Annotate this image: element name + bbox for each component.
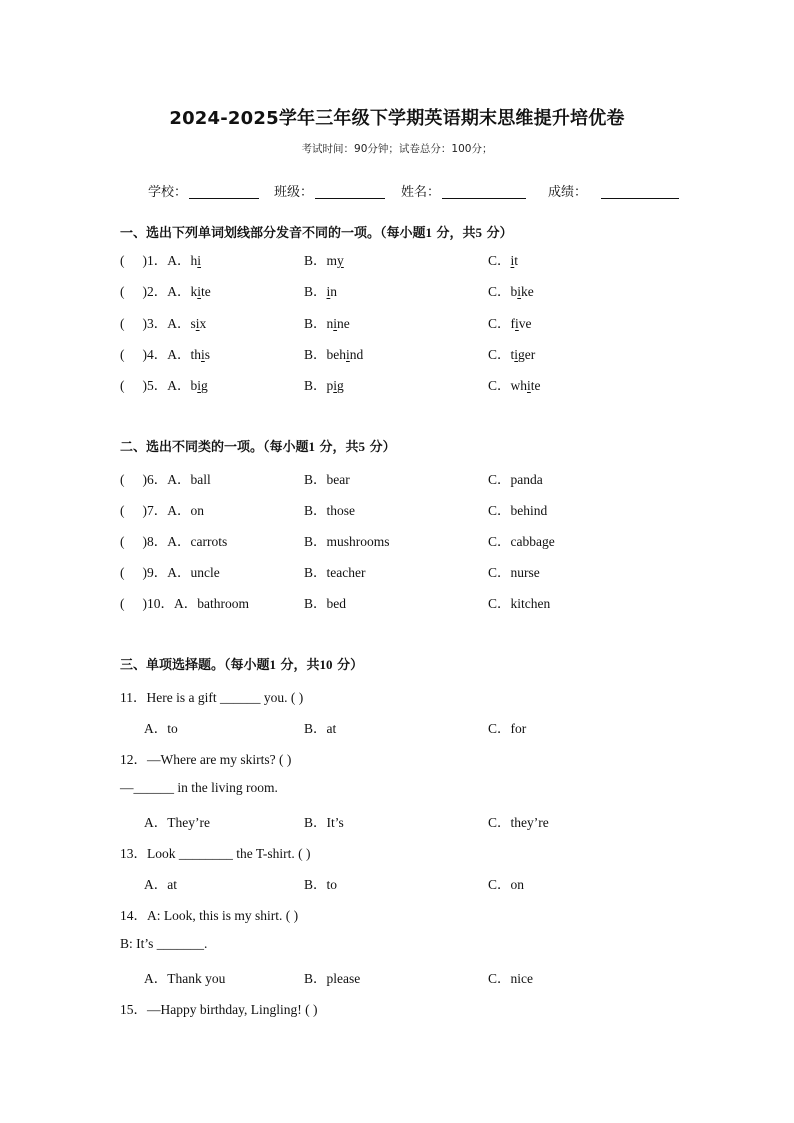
school-label: 学校：: [148, 185, 188, 200]
question-6-option-b: B．bear: [304, 472, 350, 487]
question-14-option-a: A．Thank you: [144, 971, 226, 986]
question-14-line2: B: It’s _______.: [120, 936, 208, 951]
score-label: 成绩：: [548, 185, 588, 200]
question-5: ( )5．A．big: [120, 378, 208, 393]
question-2-option-b: B．in: [304, 284, 338, 299]
question-8-option-b: B．mushrooms: [304, 534, 390, 549]
section-3-title: 三、单项选择题。（每小题1 分，共10 分）: [120, 657, 364, 673]
question-13-stem: 13．Look ________ the T-shirt. ( ): [120, 846, 311, 861]
question-11-option-c: C．for: [488, 721, 527, 736]
question-3: ( )3．A．six: [120, 316, 207, 331]
question-9-option-b: B．teacher: [304, 565, 366, 580]
section-1-title: 一、选出下列单词划线部分发音不同的一项。（每小题1 分，共5 分）: [120, 225, 513, 241]
question-2: ( )2．A．kite: [120, 284, 211, 299]
question-5-option-b: B．pig: [304, 378, 344, 393]
class-blank[interactable]: [315, 184, 385, 199]
score-blank[interactable]: [601, 184, 679, 199]
question-10-option-b: B．bed: [304, 596, 347, 611]
question-15-stem: 15．—Happy birthday, Lingling! ( ): [120, 1002, 318, 1017]
question-12-option-b: B．It’s: [304, 815, 344, 830]
question-14-option-b: B．please: [304, 971, 361, 986]
name-label: 姓名：: [401, 185, 441, 200]
question-1: ( )1．A．hi: [120, 253, 202, 268]
exam-title: 2024-2025学年三年级下学期英语期末思维提升培优卷: [169, 108, 625, 129]
question-10: ( )10．A．bathroom: [120, 596, 249, 611]
question-5-option-c: C．white: [488, 378, 541, 393]
name-field: [401, 181, 526, 200]
question-7-option-b: B．those: [304, 503, 356, 518]
question-4-option-b: B．behind: [304, 347, 364, 362]
question-6: ( )6．A．ball: [120, 472, 211, 487]
question-13-option-b: B．to: [304, 877, 338, 892]
class-field: [274, 181, 385, 200]
question-8-option-c: C．cabbage: [488, 534, 555, 549]
question-7: ( )7．A．on: [120, 503, 204, 518]
score-field: [548, 181, 679, 200]
question-14-stem: 14．A: Look, this is my shirt. ( ): [120, 908, 299, 923]
question-4: ( )4．A．this: [120, 347, 211, 362]
name-blank[interactable]: [442, 184, 526, 199]
question-2-option-c: C．bike: [488, 284, 534, 299]
question-14-option-c: C．nice: [488, 971, 533, 986]
exam-subtitle: 考试时间：90分钟；试卷总分：100分；: [301, 143, 493, 155]
question-11-option-a: A．to: [144, 721, 178, 736]
question-12-line2: —______ in the living room.: [120, 780, 278, 795]
question-7-option-c: C．behind: [488, 503, 548, 518]
question-12-option-a: A．They’re: [144, 815, 210, 830]
question-11-stem: 11．Here is a gift ______ you. ( ): [120, 690, 304, 705]
question-8: ( )8．A．carrots: [120, 534, 228, 549]
question-3-option-c: C．five: [488, 316, 532, 331]
question-13-option-a: A．at: [144, 877, 177, 892]
question-9: ( )9．A．uncle: [120, 565, 220, 580]
question-12-stem: 12．—Where are my skirts? ( ): [120, 752, 292, 767]
question-1-option-b: B．my: [304, 253, 344, 268]
school-blank[interactable]: [189, 184, 259, 199]
question-11-option-b: B．at: [304, 721, 337, 736]
question-12-option-c: C．they’re: [488, 815, 549, 830]
question-9-option-c: C．nurse: [488, 565, 540, 580]
section-2-title: 二、选出不同类的一项。（每小题1 分，共5 分）: [120, 439, 396, 455]
question-13-option-c: C．on: [488, 877, 525, 892]
school-field: [148, 181, 259, 200]
question-4-option-c: C．tiger: [488, 347, 536, 362]
question-1-option-c: C．it: [488, 253, 519, 268]
question-10-option-c: C．kitchen: [488, 596, 551, 611]
question-6-option-c: C．panda: [488, 472, 543, 487]
question-3-option-b: B．nine: [304, 316, 350, 331]
class-label: 班级：: [274, 185, 314, 200]
